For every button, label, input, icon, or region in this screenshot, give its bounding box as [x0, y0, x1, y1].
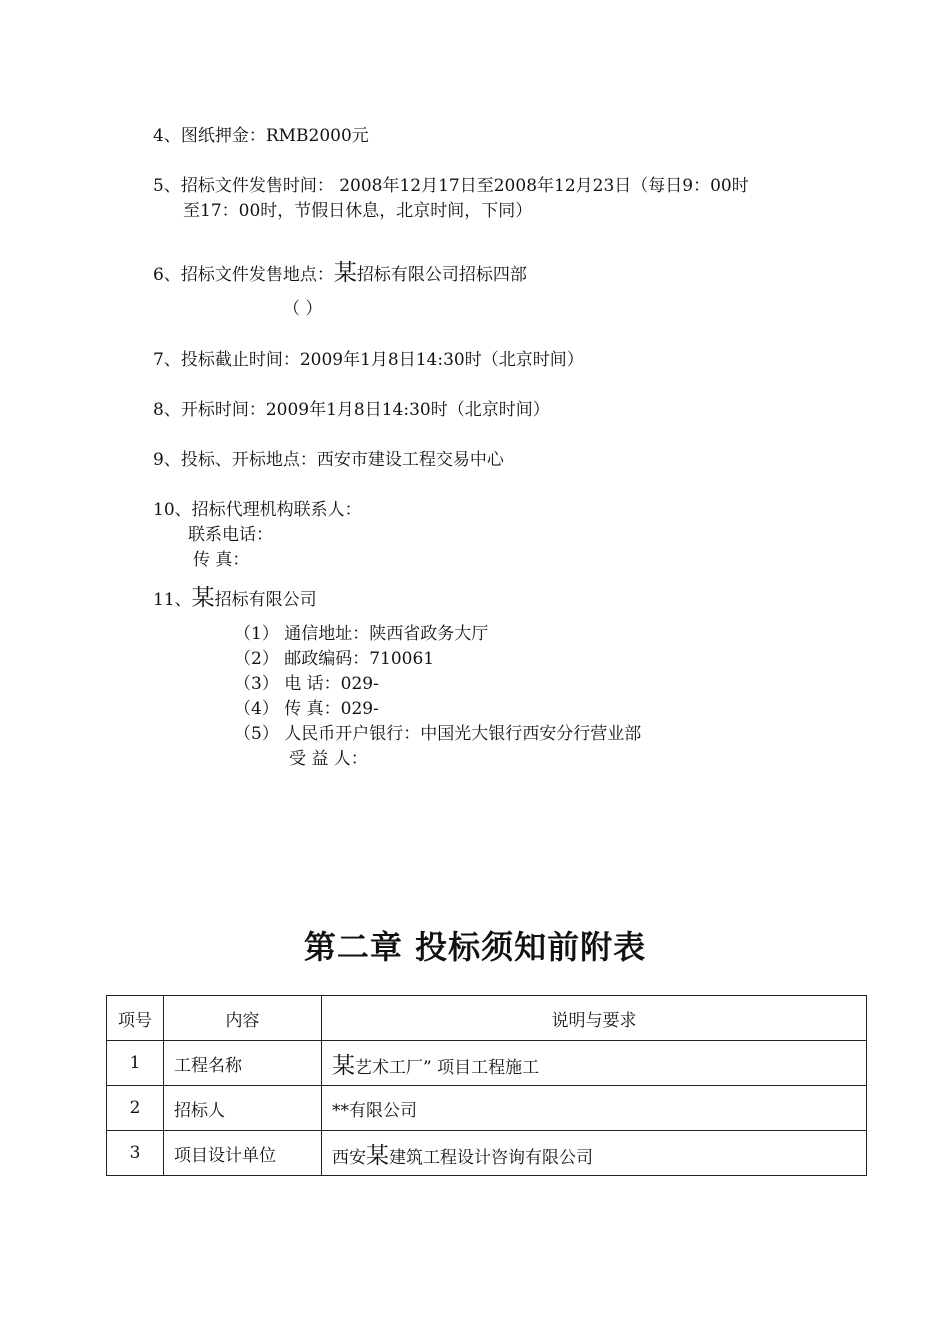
row-big-char: 某: [366, 1142, 389, 1169]
row-description: [322, 1131, 867, 1176]
table-header-row: [107, 996, 867, 1041]
row-number: 2: [107, 1086, 164, 1131]
address-line: （1） 通信地址：陕西省政务大厅: [234, 624, 489, 644]
row-item: 工程名称: [164, 1041, 322, 1086]
company-name: 招标有限公司: [214, 590, 317, 610]
bank-line: （5） 人民币开户银行：中国光大银行西安分行营业部: [234, 724, 642, 744]
company-item: [153, 586, 317, 612]
company-item-number: 11、: [153, 590, 192, 610]
row-big-char: 某: [332, 1052, 355, 1079]
beneficiary-line: 受 益 人：: [289, 749, 368, 769]
phone-line: （3） 电 话：029-: [234, 674, 379, 694]
row-description-prefix: 西安: [332, 1147, 366, 1168]
chapter-title: 第二章 投标须知前附表: [303, 928, 647, 966]
opening-place-item: 9、投标、开标地点：西安市建设工程交易中心: [153, 450, 504, 470]
table-row: [107, 1086, 867, 1131]
agency-phone: 联系电话：: [188, 525, 273, 545]
postcode-line: （2） 邮政编码：710061: [234, 649, 435, 669]
deposit-item: 4、图纸押金：RMB2000元: [153, 126, 369, 146]
agency-fax: 传 真：: [193, 550, 250, 570]
header-number: 项号: [107, 996, 164, 1041]
opening-time-item: 8、开标时间：2009年1月8日14:30时（北京时间）: [153, 400, 550, 420]
deadline-item: 7、投标截止时间：2009年1月8日14:30时（北京时间）: [153, 350, 584, 370]
row-number: 3: [107, 1131, 164, 1176]
table-row: [107, 1131, 867, 1176]
row-item: 招标人: [164, 1086, 322, 1131]
sale-time-item: 5、招标文件发售时间： 2008年12月17日至2008年12月23日（每日9：00时: [153, 176, 749, 196]
sale-place-item: [153, 261, 527, 287]
sale-place-value: 招标有限公司招标四部: [356, 265, 527, 285]
row-description: [322, 1041, 867, 1086]
header-content: 内容: [164, 996, 322, 1041]
sale-time-item-cont: 至17：00时，节假日休息，北京时间，下同）: [183, 201, 533, 221]
requirements-table: [106, 995, 867, 1176]
company-big-char: 某: [191, 585, 215, 611]
row-item: 项目设计单位: [164, 1131, 322, 1176]
agency-contact-item: 10、招标代理机构联系人：: [153, 500, 362, 520]
row-number: 1: [107, 1041, 164, 1086]
sale-place-paren: （ ）: [283, 299, 323, 319]
fax-line: （4） 传 真：029-: [234, 699, 379, 719]
header-description: 说明与要求: [322, 996, 867, 1041]
table-row: [107, 1041, 867, 1086]
row-description-text: 艺术工厂” 项目工程施工: [355, 1057, 540, 1078]
row-description: **有限公司: [322, 1086, 867, 1131]
sale-place-label: 6、招标文件发售地点：: [153, 265, 334, 285]
sale-place-big-char: 某: [333, 260, 357, 286]
row-description-text: 建筑工程设计咨询有限公司: [389, 1147, 593, 1168]
